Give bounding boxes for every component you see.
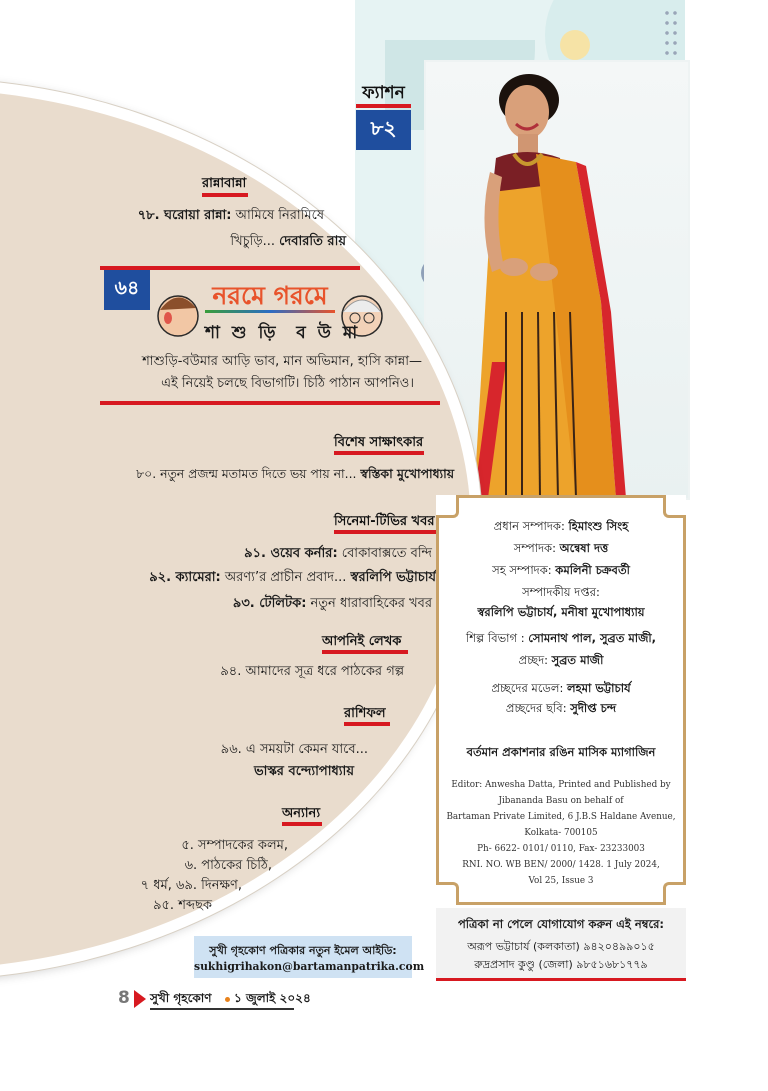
credit-cover: প্রচ্ছদ: সুব্রত মাজী (518, 653, 604, 667)
feature-page-badge: ৬৪ (104, 270, 150, 310)
imprint-4: Kolkata- 700105 (524, 828, 598, 838)
footer-underline (150, 1008, 294, 1010)
interview-underline (334, 451, 424, 455)
fashion-underline (356, 104, 411, 108)
feature-desc-1: শাশুড়ি-বউমার আড়ি ভাব, মান অভিমান, হাসি কান্না— (142, 354, 422, 369)
cinema-item-3: ৯৩. টেলিটক: নতুন ধারাবাহিকের খবর (232, 596, 432, 611)
cooking-line-1: ৭৮. ঘরোয়া রান্না: আমিষে নিরামিষে (137, 208, 324, 223)
imprint-6: RNI. NO. WB BEN/ 2000/ 1428. 1 July 2024, (462, 860, 660, 870)
horoscope-underline (344, 722, 390, 726)
feature-bottom-bar (100, 401, 440, 405)
horoscope-heading: রাশিফল (344, 706, 386, 721)
horoscope-line-2: ভাস্কর বন্দ্যোপাধ্যায় (253, 764, 354, 779)
credit-chief-editor: প্রধান সম্পাদক: হিমাংশু সিংহ (493, 519, 629, 533)
feature-subtitle: শা শু ড়ি ব উ মা (205, 323, 361, 343)
footer-page-number: 8 (118, 988, 130, 1008)
imprint-2: Jibananda Basu on behalf of (498, 796, 624, 806)
credit-co-editor: সহ সম্পাদক: কমলিনী চক্রবর্তী (492, 563, 630, 577)
imprint-3: Bartaman Private Limited, 6 J.B.S Haldane Avenue, (446, 812, 676, 822)
writer-line: ৯৪. আমাদের সূত্র ধরে পাঠকের গল্প (220, 664, 404, 679)
horoscope-line-1: ৯৬. এ সময়টা কেমন যাবে... (220, 742, 368, 757)
footer-dot (225, 997, 230, 1002)
cooking-heading: রান্নাবান্না (202, 176, 247, 191)
fashion-page-badge: ৮২ (356, 110, 411, 150)
others-line-2: ৬. পাঠকের চিঠি, (184, 858, 272, 873)
interview-heading: বিশেষ সাক্ষাৎকার (334, 435, 424, 450)
credit-dept-label: সম্পাদকীয় দপ্তর: (522, 585, 600, 599)
feature-desc-2: এই নিয়েই চলছে বিভাগটি। চিঠি পাঠান আপনিও। (161, 376, 414, 391)
cooking-line-2: খিচুড়ি... দেবারতি রায় (230, 234, 346, 249)
cooking-underline (202, 193, 248, 197)
cinema-item-2: ৯২. ক্যামেরা: অরণ্য’র প্রাচীন প্রবাদ... স্বরলিপি ভট্টাচার্য (149, 570, 436, 585)
credit-editor: সম্পাদক: অন্বেষা দত্ত (513, 541, 609, 555)
others-line-3: ৭ ধর্ম, ৬৯. দিনক্ষণ, (140, 878, 242, 893)
credit-dept: স্বরলিপি ভট্টাচার্য, মনীষা মুখোপাধ্যায় (477, 605, 645, 619)
writer-heading: আপনিই লেখক (322, 634, 402, 649)
contact-heading: পত্রিকা না পেলে যোগাযোগ করুন এই নম্বরে: (457, 917, 665, 931)
credit-art: শিল্প বিভাগ : সোমনাথ পাল, সুব্রত মাজী, (465, 631, 657, 645)
credit-model: প্রচ্ছদের মডেল: লহমা ভট্টাচার্য (491, 681, 631, 695)
email-address[interactable]: sukhigrihakon@bartamanpatrika.com (194, 960, 425, 973)
footer-date: ১ জুলাই ২০২৪ (234, 991, 311, 1005)
magazine-tagline: বর্তমান প্রকাশনার রঙিন মাসিক ম্যাগাজিন (466, 745, 656, 759)
cinema-heading: সিনেমা-টিভির খবর (334, 514, 435, 529)
feature-logo-underline (205, 310, 335, 313)
cinema-underline (334, 530, 438, 534)
others-heading: অন্যান্য (282, 806, 321, 821)
footer-magazine: সুখী গৃহকোণ (150, 991, 212, 1005)
others-line-4: ৯৫. শব্দছক (153, 898, 212, 913)
footer-chevron-icon (134, 990, 146, 1008)
others-underline (282, 822, 322, 826)
contact-line-2: রুদ্রপ্রসাদ কুণ্ডু (জেলা) ৯৮৫১৬৮১৭৭৯ (474, 958, 648, 971)
others-line-1: ৫. সম্পাদকের কলম, (181, 838, 288, 853)
writer-underline (322, 650, 408, 654)
cinema-item-1: ৯১. ওয়েব কর্নার: বোকাবাক্সতে বন্দি (244, 546, 432, 561)
contact-line-1: অরূপ ভট্টাচার্য (কলকাতা) ৯৪২০৪৯৯০১৫ (467, 940, 655, 953)
interview-line: ৮০. নতুন প্রজন্ম মতামত দিতে ভয় পায় না... স্বস্তিকা মুখোপাধ্যায় (136, 466, 454, 481)
imprint-7: Vol 25, Issue 3 (528, 876, 594, 886)
email-label: সুখী গৃহকোণ পত্রিকার নতুন ইমেল আইডি: (209, 944, 397, 957)
fashion-heading: ফ্যাশন (362, 83, 405, 103)
feature-logo-text: নরমে গরমে (212, 281, 328, 310)
credit-photo: প্রচ্ছদের ছবি: সুদীপ্ত চন্দ (505, 701, 617, 715)
imprint-1: Editor: Anwesha Datta, Printed and Published by (451, 780, 671, 790)
imprint-5: Ph- 6622- 0101/ 0110, Fax- 23233003 (477, 844, 645, 854)
